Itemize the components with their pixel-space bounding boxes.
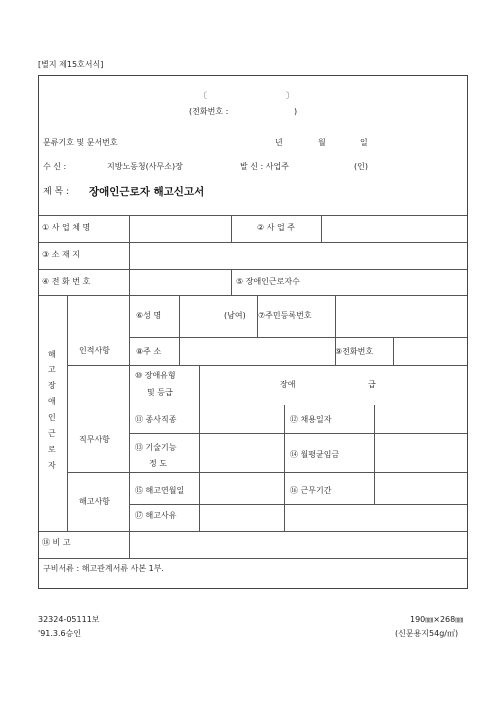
dismissal-section-label: 해고사항 xyxy=(79,497,110,506)
divider-line xyxy=(39,531,467,532)
tenure-label: ⑯ 근무기간 xyxy=(290,486,332,495)
hire-date-label: ⑫ 채용일자 xyxy=(290,415,332,424)
bracket-right: 〕 xyxy=(286,91,294,100)
seal-mark: (인) xyxy=(354,162,368,171)
phone-close: ) xyxy=(294,107,298,116)
page-title: 장애인근로자 해고신고서 xyxy=(89,186,205,198)
resident-number-label: ⑦주민등록번호 xyxy=(258,311,312,320)
bracket-left: 〔 xyxy=(199,91,207,100)
paper-type: (신문용지54g/㎡) xyxy=(395,629,459,638)
form-code: 32324-05111보 xyxy=(38,615,100,624)
location-label: ③ 소 재 지 xyxy=(42,250,80,259)
recipient-label: 수 신 : xyxy=(43,162,67,171)
divider-line xyxy=(129,531,130,559)
grade-text: 급 xyxy=(368,380,376,389)
divider-line xyxy=(393,337,394,365)
job-section-label: 직무사항 xyxy=(79,435,110,444)
section-label-char: 근 xyxy=(48,429,56,438)
sender-label: 발 신 : 사업주 xyxy=(240,162,289,171)
divider-line xyxy=(129,433,467,434)
divider-line xyxy=(284,405,285,532)
divider-line xyxy=(321,215,322,242)
divider-line xyxy=(39,242,467,243)
divider-line xyxy=(129,215,130,296)
month-label: 월 xyxy=(318,138,326,147)
job-type-label: ⑪ 종사직종 xyxy=(135,415,177,424)
remarks-label: ⑱ 비 고 xyxy=(42,538,71,547)
section-label-char: 애 xyxy=(48,397,56,406)
business-name-label: ① 사 업 체 명 xyxy=(42,223,91,232)
name-label: ⑥성 명 xyxy=(136,311,162,320)
divider-line xyxy=(231,269,232,296)
phone-row-label: ④ 전 화 번 호 xyxy=(42,277,91,286)
section-label-char: 장 xyxy=(48,381,56,390)
section-label-char: 해 xyxy=(48,350,56,359)
dismissal-reason-label: ⑰ 해고사유 xyxy=(135,511,177,520)
dismissal-date-label: ⑮ 해고연월일 xyxy=(135,486,185,495)
divider-line xyxy=(39,295,467,296)
address-label: ⑧주 소 xyxy=(136,347,162,356)
divider-line xyxy=(374,405,375,472)
divider-line xyxy=(129,504,467,505)
approval-date: '91.3.6승인 xyxy=(38,629,82,638)
section-label-char: 로 xyxy=(48,445,56,454)
attachment-text: 구비서류 : 해고관계서류 사본 1부. xyxy=(43,564,164,573)
divider-line xyxy=(39,215,467,216)
day-label: 일 xyxy=(360,138,368,147)
divider-line xyxy=(39,558,467,559)
divider-line xyxy=(179,337,180,365)
divider-line xyxy=(129,295,130,531)
divider-line xyxy=(199,365,200,532)
gender-label: (남여) xyxy=(224,311,246,320)
divider-line xyxy=(231,215,232,242)
disability-type-label: ⑩ 장애유형 xyxy=(135,371,176,380)
owner-label: ② 사 업 주 xyxy=(257,223,295,232)
recipient-value: 지방노동청(사무소)장 xyxy=(107,162,183,171)
divider-line xyxy=(67,472,467,473)
disability-grade-label: 및 등급 xyxy=(147,388,173,397)
skill-label: ⑬ 기술기능 xyxy=(135,443,177,452)
divider-line xyxy=(179,295,180,337)
paper-size: 190㎜×268㎜ xyxy=(410,615,464,624)
divider-line xyxy=(335,295,336,337)
divider-line xyxy=(67,295,68,531)
divider-line xyxy=(39,269,467,270)
disabled-count-label: ⑤ 장애인근로자수 xyxy=(236,277,300,286)
doc-number-label: 문류기호 및 문서번호 xyxy=(43,138,118,147)
divider-line xyxy=(67,365,467,366)
title-label: 제 목 : xyxy=(43,187,70,197)
section-label-char: 인 xyxy=(48,413,56,422)
phone-label: (전화번호 : xyxy=(189,107,229,116)
personal-phone-label: ⑨전화번호 xyxy=(335,347,374,356)
section-label-char: 고 xyxy=(48,365,56,374)
year-label: 년 xyxy=(275,138,283,147)
personal-section-label: 인적사항 xyxy=(79,346,110,355)
skill-level-label: 정 도 xyxy=(149,459,167,468)
form-number: [별지 제15호서식] xyxy=(38,60,104,69)
divider-line xyxy=(374,472,375,504)
disability-text: 장애 xyxy=(280,380,296,389)
dismissal-report-form xyxy=(38,75,468,589)
section-label-char: 자 xyxy=(48,461,56,470)
wage-label: ⑭ 월평균임금 xyxy=(290,450,340,459)
